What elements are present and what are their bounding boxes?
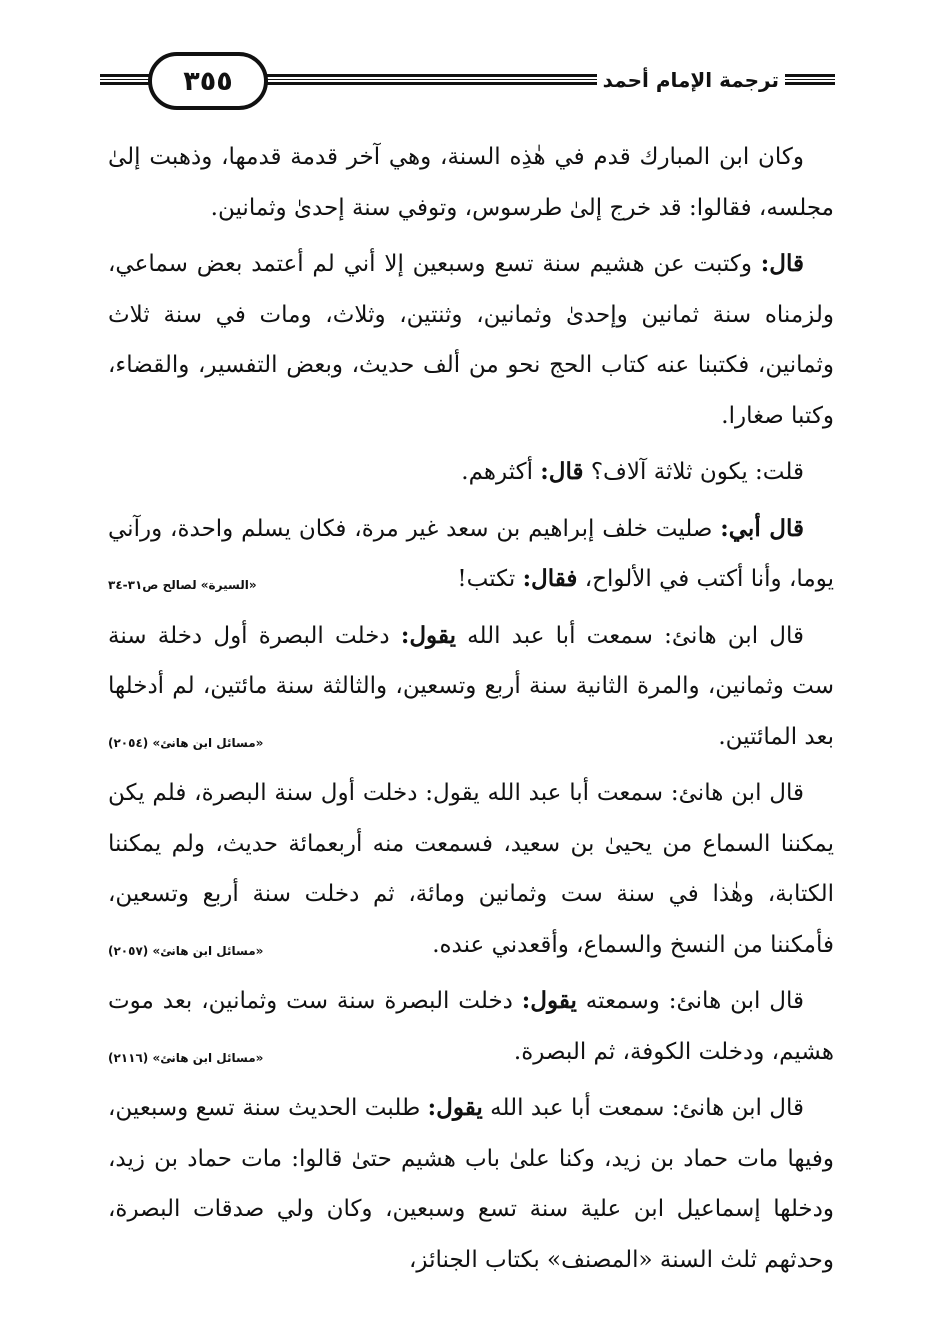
speaker-label: قال أبي: <box>720 514 804 542</box>
running-title: ترجمة الإمام أحمد <box>597 68 785 92</box>
page-body <box>108 132 834 1291</box>
paragraph-text: طلبت الحديث سنة تسع وسبعين، وفيها مات حماد بن زيد، وكنا علىٰ باب هشيم حتىٰ قالوا: مات حماد بن زيد، ودخلها إسماعيل ابن علية سنة تسع وسبعين، وكان ولي صدقات البصرة، وحدثهم ثلث السنة «المصنف» بكتاب الجنائز، <box>108 1095 834 1273</box>
paragraph-5 <box>108 611 834 763</box>
speaker-label: قال: <box>540 458 584 485</box>
paragraph-text: أكثرهم. <box>461 459 541 485</box>
paragraph-text: صليت خلف إبراهيم بن سعد غير مرة، فكان يسلم واحدة، ورآني يوما، وأنا أكتب في الألواح، <box>108 515 834 592</box>
paragraph-4 <box>108 504 834 605</box>
page-number: ٣٥٥ <box>148 52 268 110</box>
speaker-label: يقول: <box>521 987 577 1014</box>
paragraph-8 <box>108 1083 834 1285</box>
paragraph-text: تكتب! <box>457 566 523 592</box>
speaker-label: يقول: <box>427 1094 483 1121</box>
paragraph-3 <box>108 447 834 498</box>
page-header <box>100 52 835 116</box>
paragraph-text: دخلت البصرة سنة ست وثمانين، بعد موت هشيم، ودخلت الكوفة، ثم البصرة. <box>108 988 834 1065</box>
paragraph-text: قال ابن هانئ: سمعت أبا عبد الله <box>482 1095 805 1121</box>
paragraph-text: قال ابن هانئ: سمعت أبا عبد الله يقول: دخلت أول سنة البصرة، فلم يكن يمكننا السماع من يحيىٰ بن سعيد، فسمعت منه أربعمائة حديث، ولم يمكننا الكتابة، وهٰذا في سنة ست وثمانين ومائة، ثم دخلت سنة أربع وتسعين، فأمكننا من النسخ والسماع، وأقعدني عنده. <box>108 780 834 958</box>
paragraph-text: قلت: يكون ثلاثة آلاف؟ <box>583 459 804 485</box>
source-reference: «مسائل ابن هانئ» (٢٠٥٤) <box>108 735 264 750</box>
paragraph-text: وكتبت عن هشيم سنة تسع وسبعين إلا أني لم أعتمد بعض سماعي، ولزمناه سنة ثمانين وإحدىٰ وثمانين، وثنتين، وثلاث، ومات في سنة ثلاث وثمانين، فكتبنا عنه كتاب الحج نحو من ألف حديث، وبعض التفسير، والقضاء، وكتبا صغارا. <box>108 251 834 429</box>
paragraph-6 <box>108 768 834 970</box>
speaker-label: فقال: <box>522 565 578 592</box>
paragraph-2 <box>108 239 834 441</box>
paragraph-1: وكان ابن المبارك قدم في هٰذِه السنة، وهي آخر قدمة قدمها، وذهبت إلىٰ مجلسه، فقالوا: قد خرج إلىٰ طرسوس، وتوفي سنة إحدىٰ وثمانين. <box>108 144 834 221</box>
paragraph-7 <box>108 976 834 1077</box>
speaker-label: يقول: <box>400 621 456 649</box>
speaker-label: قال: <box>760 250 804 277</box>
paragraph-text: قال ابن هانئ: وسمعته <box>576 988 804 1014</box>
paragraph-text: قال ابن هانئ: سمعت أبا عبد الله <box>455 622 804 649</box>
source-reference: «مسائل ابن هانئ» (٢٠٥٧) <box>108 943 264 958</box>
source-reference: «مسائل ابن هانئ» (٢١١٦) <box>108 1050 264 1065</box>
source-reference: «السيرة» لصالح ص٣١-٣٤ <box>108 578 257 592</box>
paragraph-text: دخلت البصرة أول دخلة سنة ست وثمانين، والمرة الثانية سنة أربع وتسعين، والثالثة سنة مائتين، لم أدخلها بعد المائتين. <box>108 622 834 750</box>
